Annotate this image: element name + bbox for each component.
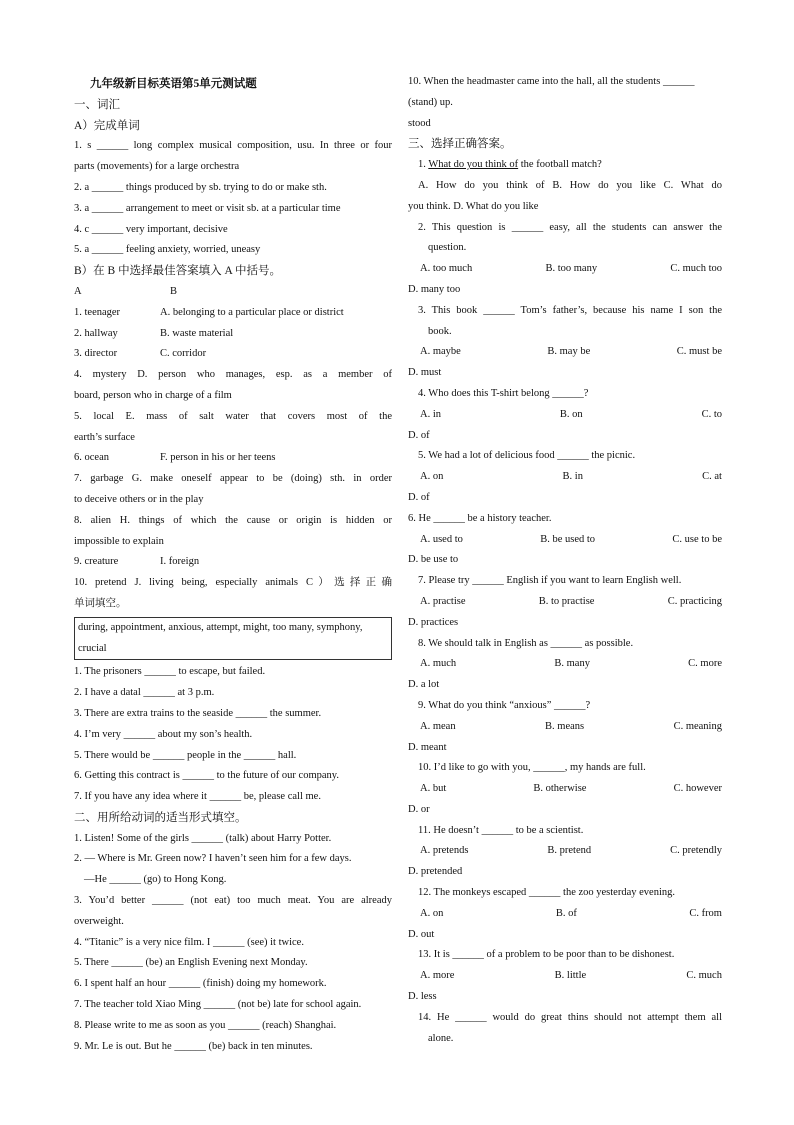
match-b: I. foreign: [160, 556, 200, 568]
match-a: 6. ocean: [74, 452, 109, 464]
match-a: A: [74, 285, 82, 297]
option-b: B. of: [555, 907, 577, 919]
section-heading: 二、用所给动词的适当形式填空。: [74, 811, 247, 824]
text-line: 12. The monkeys escaped ______ the zoo yesterday evening.: [418, 887, 675, 899]
text-line: D. practices: [408, 616, 459, 628]
option-a: A. practise: [420, 595, 466, 607]
text-line: stood: [408, 117, 431, 129]
option-a: A. pretends: [420, 845, 469, 857]
text-line: 14. He ______ would do great thins should not attempt them all: [418, 1011, 722, 1023]
text-line: A. How do you think of B. How do you like C. What do: [418, 179, 722, 191]
match-row: [74, 552, 392, 573]
option-b: B. little: [554, 970, 587, 982]
text-line: 5. There would be ______ people in the ______ hall.: [74, 749, 297, 761]
option-a: A. in: [420, 408, 441, 420]
text-line: earth’s surface: [74, 431, 135, 443]
text-line: alone.: [428, 1032, 454, 1044]
match-a: 9. creature: [74, 556, 119, 568]
text-line: 1. The prisoners ______ to escape, but failed.: [74, 666, 266, 678]
match-b: C. corridor: [160, 348, 207, 360]
option-b: B. means: [545, 720, 585, 732]
text-line: 3. a ______ arrangement to meet or visit sb. at a particular time: [74, 202, 341, 214]
text-line: 10. When the headmaster came into the hall, all the students ______: [408, 76, 695, 87]
match-row: [74, 324, 392, 345]
text-line: D. or: [408, 803, 430, 815]
text-line: 单词填空。: [74, 597, 127, 609]
text-line: impossible to explain: [74, 535, 164, 547]
text-line: to deceive others or in the play: [74, 493, 204, 505]
right-column: [408, 72, 722, 1049]
text-line: parts (movements) for a large orchestra: [74, 161, 240, 173]
option-c: C. at: [702, 471, 722, 483]
text-line: 5. There ______ (be) an English Evening next Monday.: [74, 957, 308, 969]
answer-options: [408, 966, 722, 987]
match-b: B. waste material: [160, 327, 234, 339]
section-heading: A）完成单词: [74, 119, 140, 132]
option-b: B. many: [554, 658, 590, 670]
match-a: 1. teenager: [74, 306, 121, 318]
option-c: C. meaning: [673, 720, 722, 732]
match-row: [74, 344, 392, 365]
text-line: 5. We had a lot of delicious food ______ the picnic.: [418, 450, 636, 462]
page-title: 九年级新目标英语第5单元测试题: [90, 78, 257, 90]
text-line: 4. c ______ very important, decisive: [74, 223, 228, 235]
answer-options: [408, 654, 722, 675]
match-row: [74, 448, 392, 469]
text-line: D. out: [408, 928, 435, 940]
text-line: 3. This book ______ Tom’s father’s, because his name I son the: [418, 304, 722, 316]
text-line: 4. Who does this T-shirt belong ______?: [418, 387, 589, 399]
text-line: question.: [428, 242, 467, 254]
option-b: B. too many: [545, 263, 598, 275]
option-b: B. on: [559, 408, 583, 420]
text-line: 6. I spent half an hour ______ (finish) doing my homework.: [74, 978, 327, 990]
answer-options: [408, 904, 722, 925]
match-a: 2. hallway: [74, 327, 118, 339]
answer-options: [408, 841, 722, 862]
option-a: A. too much: [420, 263, 473, 275]
match-b: F. person in his or her teens: [160, 452, 276, 464]
text-line: 4. I’m very ______ about my son’s health.: [74, 728, 253, 740]
option-c: C. use to be: [672, 533, 722, 545]
text-line: 1. s ______ long complex musical composition, usu. In three or four: [74, 140, 392, 152]
answer-options: [408, 592, 722, 613]
text-line: 3. You’d better ______ (not eat) too much meat. You are already: [74, 895, 392, 907]
option-a: A. more: [420, 970, 455, 982]
text-line: (stand) up.: [408, 96, 453, 108]
text-line: D. meant: [408, 741, 447, 753]
answer-options: [408, 530, 722, 551]
option-c: C. pretendly: [670, 845, 722, 857]
underlined-phrase: What do you think of: [428, 159, 519, 171]
text-line: 7. Please try ______ English if you want to learn English well.: [418, 575, 682, 587]
text-line: 5. a ______ feeling anxiety, worried, uneasy: [74, 244, 261, 256]
text-line: 8. We should talk in English as ______ as possible.: [418, 637, 634, 649]
word-bank-box: [74, 617, 392, 661]
option-b: B. otherwise: [533, 783, 587, 795]
text-line: 5. local E. mass of salt water that covers most of the: [74, 410, 392, 422]
text-line: D. pretended: [408, 866, 463, 878]
text-line: D. a lot: [408, 679, 440, 691]
option-c: C. practicing: [667, 595, 722, 607]
option-c: C. more: [688, 658, 722, 670]
option-c: C. from: [689, 907, 722, 919]
section-heading: B）在 B 中选择最佳答案填入 A 中括号。: [74, 265, 282, 278]
text-line: 6. He ______ be a history teacher.: [408, 512, 552, 524]
text-line: 2. This question is ______ easy, all the students can answer the: [418, 221, 722, 233]
section-heading: 三、选择正确答案。: [408, 138, 512, 151]
answer-options: [408, 405, 722, 426]
text-line: 3. There are extra trains to the seaside ______ the summer.: [74, 707, 322, 719]
text-line: 10. pretend J. living being, especially animals C）选择正确: [74, 577, 392, 589]
text-line: D. of: [408, 429, 430, 441]
option-a: A. maybe: [420, 346, 461, 358]
match-row: [74, 303, 392, 324]
text-line: 13. It is ______ of a problem to be poor than to be dishonest.: [418, 949, 675, 961]
word-bank-text: during, appointment, anxious, attempt, might, too many, symphony, crucial: [78, 621, 363, 654]
text-line: 4. mystery D. person who manages, esp. as a member of: [74, 369, 392, 381]
left-column: [74, 72, 392, 1057]
match-b: A. belonging to a particular place or district: [160, 306, 344, 318]
text-line: D. must: [408, 367, 442, 379]
option-a: A. used to: [420, 533, 463, 545]
answer-options: [408, 259, 722, 280]
text-line: 7. The teacher told Xiao Ming ______ (not be) late for school again.: [74, 999, 362, 1011]
text-line: 7. If you have any idea where it ______ be, please call me.: [74, 791, 321, 803]
answer-options: [408, 467, 722, 488]
option-c: C. much: [686, 970, 722, 982]
text-line: 11. He doesn’t ______ to be a scientist.: [418, 824, 584, 836]
option-a: A. on: [420, 471, 444, 483]
text-line: board, person who in charge of a film: [74, 389, 232, 401]
text-line: 2. — Where is Mr. Green now? I haven’t seen him for a few days.: [74, 853, 352, 865]
text-line: 2. I have a datal ______ at 3 p.m.: [74, 687, 215, 699]
option-c: C. however: [673, 783, 722, 795]
option-b: B. may be: [547, 346, 591, 358]
text-line: 9. Mr. Le is out. But he ______ (be) back in ten minutes.: [74, 1040, 313, 1052]
text-line: —He ______ (go) to Hong Kong.: [84, 874, 227, 886]
text-line: you think. D. What do you like: [408, 200, 539, 212]
option-c: C. must be: [676, 346, 722, 358]
text-line: 10. I’d like to go with you, ______, my hands are full.: [418, 762, 646, 774]
match-a: 3. director: [74, 348, 118, 360]
option-c: C. to: [701, 408, 722, 420]
match-b: B: [170, 285, 178, 297]
text-line: overweight.: [74, 915, 124, 927]
text-line: D. be use to: [408, 554, 459, 566]
text-line: 9. What do you think “anxious” ______?: [418, 699, 591, 711]
text-line: 2. a ______ things produced by sb. trying to do or make sth.: [74, 181, 327, 193]
text-line: book.: [428, 325, 452, 337]
text-line: 4. “Titanic” is a very nice film. I ______ (see) it twice.: [74, 936, 304, 948]
option-a: A. on: [420, 907, 444, 919]
section-heading: 一、词汇: [74, 98, 120, 111]
text-line: 1. Listen! Some of the girls ______ (talk) about Harry Potter.: [74, 832, 332, 844]
answer-options: [408, 717, 722, 738]
option-b: B. to practise: [538, 595, 595, 607]
text-line: 8. alien H. things of which the cause or origin is hidden or: [74, 514, 392, 526]
match-row: [74, 282, 392, 303]
option-a: A. but: [420, 783, 447, 795]
option-b: B. in: [562, 471, 583, 483]
answer-options: [408, 779, 722, 800]
option-a: A. mean: [420, 720, 456, 732]
text-line: D. many too: [408, 283, 461, 295]
text-line: D. of: [408, 491, 430, 503]
text-line: 6. Getting this contract is ______ to the future of our company.: [74, 770, 339, 782]
text-line: 8. Please write to me as soon as you ______ (reach) Shanghai.: [74, 1019, 337, 1031]
text-line: 7. garbage G. make oneself appear to be (doing) sth. in order: [74, 473, 392, 485]
option-c: C. much too: [670, 263, 722, 275]
option-b: B. be used to: [540, 533, 596, 545]
option-b: B. pretend: [547, 845, 592, 857]
option-a: A. much: [420, 658, 457, 670]
text-line: D. less: [408, 991, 437, 1003]
answer-options: [408, 342, 722, 363]
text-line: 1. What do you think of the football match?: [418, 159, 602, 171]
